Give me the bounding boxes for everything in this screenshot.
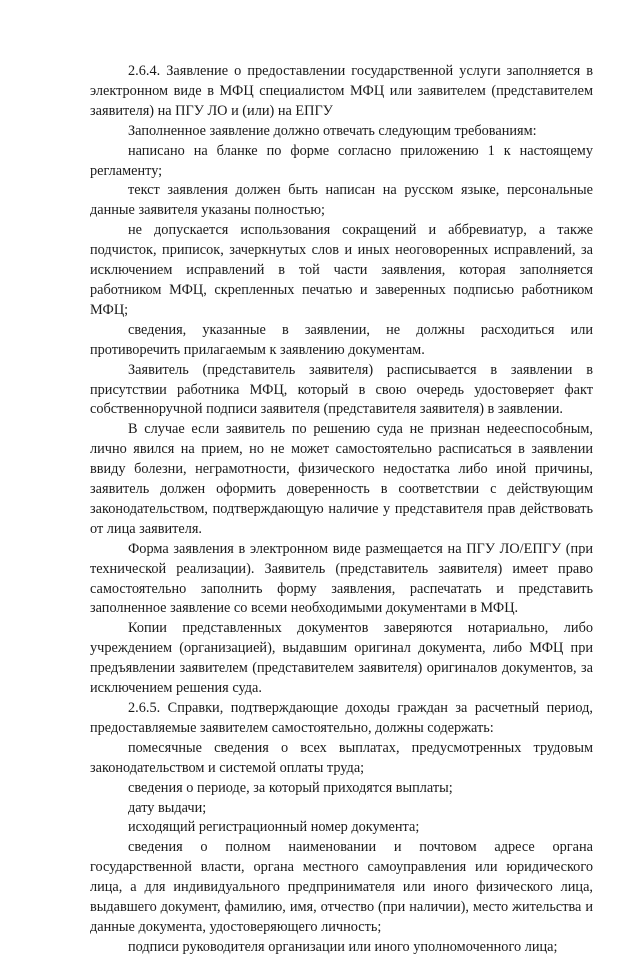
paragraph-registration-number: исходящий регистрационный номер документа; (128, 819, 420, 836)
paragraph-requirement-no-abbreviations: не допускается использования сокращений и аббревиатур, а также подчисток, приписок, зачеркнутых слов и иных неоговоренных исправлений, за исключением исправлений в той части заявления, которая заполняется работником МФЦ, скрепленных печатью и заверенных подписью работником МФЦ; (90, 222, 593, 318)
paragraph-income-period: сведения о периоде, за который приходятся выплаты; (128, 779, 453, 796)
paragraph-2-6-5: 2.6.5. Справки, подтверждающие доходы граждан за расчетный период, предоставляемые заявителем самостоятельно, должны содержать: (90, 700, 593, 736)
paragraph-requirement-consistency: сведения, указанные в заявлении, не должны расходиться или противоречить прилагаемым к заявлению документам. (90, 321, 593, 358)
paragraph-2-6-4: 2.6.4. Заявление о предоставлении государственной услуги заполняется в электронном виде в МФЦ специалистом МФЦ или заявителем (представителем заявителя) на ПГУ ЛО и (или) на ЕПГУ (90, 63, 593, 119)
paragraph-electronic-form: Форма заявления в электронном виде размещается на ПГУ ЛО/ЕПГУ (при технической реализации). Заявитель (представитель заявителя) имеет право самостоятельно заполнить форму заявления, распечатать и представить заполненное заявление со всеми необходимыми документами в МФЦ. (90, 540, 593, 617)
paragraph-issuer-details: сведения о полном наименовании и почтовом адресе органа государственной власти, органа местного самоуправления или юридического лица, а для индивидуального предпринимателя или иного физического лица, выдавшего документ, фамилию, имя, отчество (при наличии), место жительства и данные документа, удостоверяющего личность; (90, 839, 593, 935)
paragraph-requirement-language: текст заявления должен быть написан на русском языке, персональные данные заявителя указаны полностью; (90, 182, 593, 219)
paragraph-income-monthly: помесячные сведения о всех выплатах, предусмотренных трудовым законодательством и системой оплаты труда; (90, 739, 593, 776)
paragraph-requirement-form: написано на бланке по форме согласно приложению 1 к настоящему регламенту; (90, 142, 593, 179)
paragraph-signatures: подписи руководителя организации или иного уполномоченного лица; (128, 938, 558, 955)
paragraph-copies-certification: Копии представленных документов заверяются нотариально, либо учреждением (организацией), выдавшим оригинал документа, либо МФЦ при предъявлении заявителем (представителем заявителя) оригиналов документов, за исключением решения суда. (90, 620, 593, 697)
paragraph-signature: Заявитель (представитель заявителя) расписывается в заявлении в присутствии работника МФЦ, который в свою очередь удостоверяет факт собственноручной подписи заявителя (представителя заявителя) в заявлении. (90, 361, 593, 418)
document-page (90, 62, 593, 958)
paragraph-issue-date: дату выдачи; (128, 799, 207, 816)
paragraph-requirements-intro: Заполненное заявление должно отвечать следующим требованиям: (128, 122, 537, 139)
paragraph-power-of-attorney: В случае если заявитель по решению суда не признан недееспособным, лично явился на прием, но не может самостоятельно расписаться в заявлении ввиду болезни, неграмотности, физического недостатка либо иной причины, заявитель должен оформить доверенность в соответствии с действующим законодательством, подтверждающую наличие у представителя прав действовать от лица заявителя. (90, 421, 593, 537)
